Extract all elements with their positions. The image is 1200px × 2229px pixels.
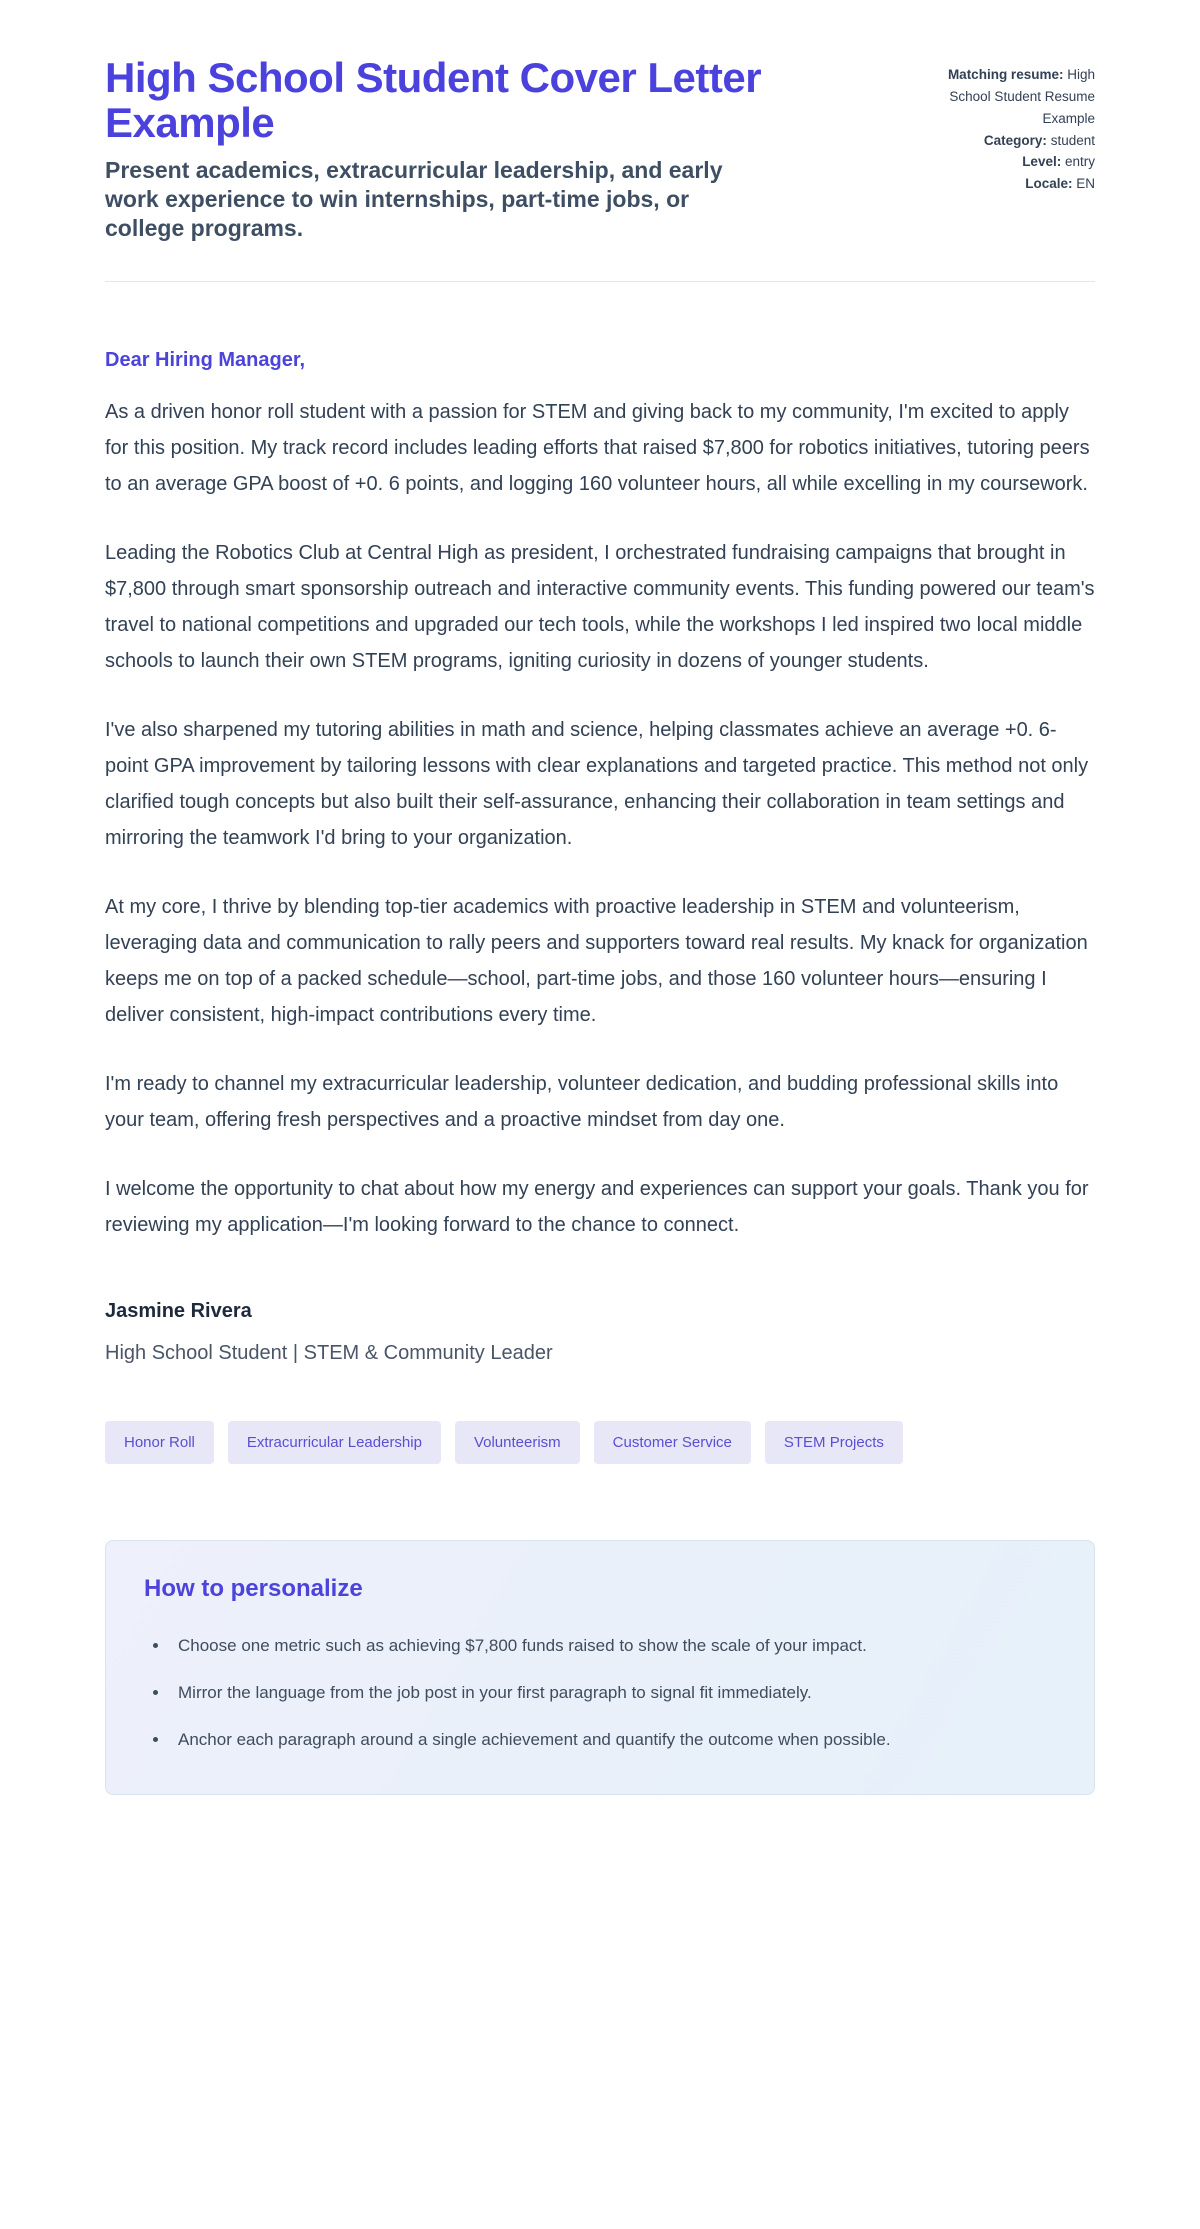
- cover-letter-body: [105, 342, 1095, 1367]
- personalize-heading: How to personalize: [144, 1575, 363, 1603]
- meta-category-value: student: [1050, 132, 1095, 148]
- tag-extracurricular-leadership[interactable]: Extracurricular Leadership: [228, 1421, 441, 1464]
- personalize-tip: • Choose one metric such as achieving $7,800 funds raised to show the scale of your impact.: [170, 1629, 1056, 1662]
- tag-honor-roll[interactable]: Honor Roll: [105, 1421, 214, 1464]
- letter-paragraph: I'm ready to channel my extracurricular leadership, volunteer dedication, and budding professional skills into your team, offering fresh perspectives and a proactive mindset from day one.: [105, 1073, 1059, 1132]
- meta-category: [903, 130, 1095, 152]
- letter-paragraph: Leading the Robotics Club at Central High as president, I orchestrated fundraising campaigns that brought in $7,800 through smart sponsorship outreach and interactive community events. This funding powered our team's travel to national competitions and upgraded our tech tools, while the workshops I led inspired two local middle schools to launch their own STEM programs, igniting curiosity in dozens of younger students.: [105, 542, 1095, 673]
- signature-role: High School Student | STEM & Community Leader: [105, 1342, 553, 1365]
- letter-paragraph: I've also sharpened my tutoring abilities in math and science, helping classmates achieve an average +0. 6-point GPA improvement by tailoring lessons with clear explanations and targeted practice. This method not only clarified tough concepts but also built their self-assurance, enhancing their collaboration in team settings and mirroring the teamwork I'd bring to your organization.: [105, 719, 1089, 850]
- personalize-tips-list: [144, 1629, 1056, 1756]
- letter-paragraph: At my core, I thrive by blending top-tier academics with proactive leadership in STEM and volunteerism, leveraging data and communication to rally peers and supporters toward real results. My knack for organization keeps me on top of a packed schedule—school, part-time jobs, and those 160 volunteer hours—ensuring I deliver consistent, high-impact contributions every time.: [105, 896, 1088, 1027]
- resume-meta-panel: [903, 56, 1095, 195]
- meta-level-value: entry: [1064, 154, 1095, 170]
- meta-category-label: Category:: [983, 132, 1047, 148]
- meta-matching-value: High School Student Resume Example: [949, 67, 1095, 126]
- header-title-block: [105, 56, 845, 243]
- page-title: High School Student Cover Letter Example: [105, 54, 762, 146]
- personalize-tip: • Mirror the language from the job post in your first paragraph to signal fit immediately.: [170, 1676, 1056, 1709]
- page-container: [105, 0, 1095, 1839]
- meta-matching-resume: [903, 64, 1095, 130]
- meta-level: [903, 151, 1095, 173]
- page-header: [105, 56, 1095, 243]
- meta-locale-label: Locale:: [1025, 176, 1073, 192]
- signature-name: Jasmine Rivera: [105, 1300, 252, 1323]
- meta-locale-value: EN: [1076, 176, 1095, 192]
- tag-customer-service[interactable]: Customer Service: [594, 1421, 751, 1464]
- meta-level-label: Level:: [1022, 154, 1062, 170]
- skill-tags-row: [105, 1421, 1095, 1464]
- letter-greeting: Dear Hiring Manager,: [105, 349, 306, 372]
- personalize-tips-box: [105, 1540, 1095, 1795]
- tag-stem-projects[interactable]: STEM Projects: [765, 1421, 903, 1464]
- letter-paragraph: As a driven honor roll student with a passion for STEM and giving back to my community, I'm excited to apply for this position. My track record includes leading efforts that raised $7,800 for robotics initiatives, tutoring peers to an average GPA boost of +0. 6 points, and logging 160 volunteer hours, all while excelling in my coursework.: [105, 401, 1090, 496]
- meta-locale: [903, 173, 1095, 195]
- tag-volunteerism[interactable]: Volunteerism: [455, 1421, 580, 1464]
- personalize-tip: • Anchor each paragraph around a single achievement and quantify the outcome when possible.: [170, 1723, 1056, 1756]
- header-divider: [105, 281, 1095, 282]
- meta-matching-label: Matching resume:: [947, 67, 1064, 82]
- letter-paragraph: I welcome the opportunity to chat about how my energy and experiences can support your goals. Thank you for reviewing my application—I'm looking forward to the chance to connect.: [105, 1178, 1089, 1237]
- page-subtitle: Present academics, extracurricular leadership, and early work experience to win internships, part-time jobs, or college programs.: [105, 156, 723, 242]
